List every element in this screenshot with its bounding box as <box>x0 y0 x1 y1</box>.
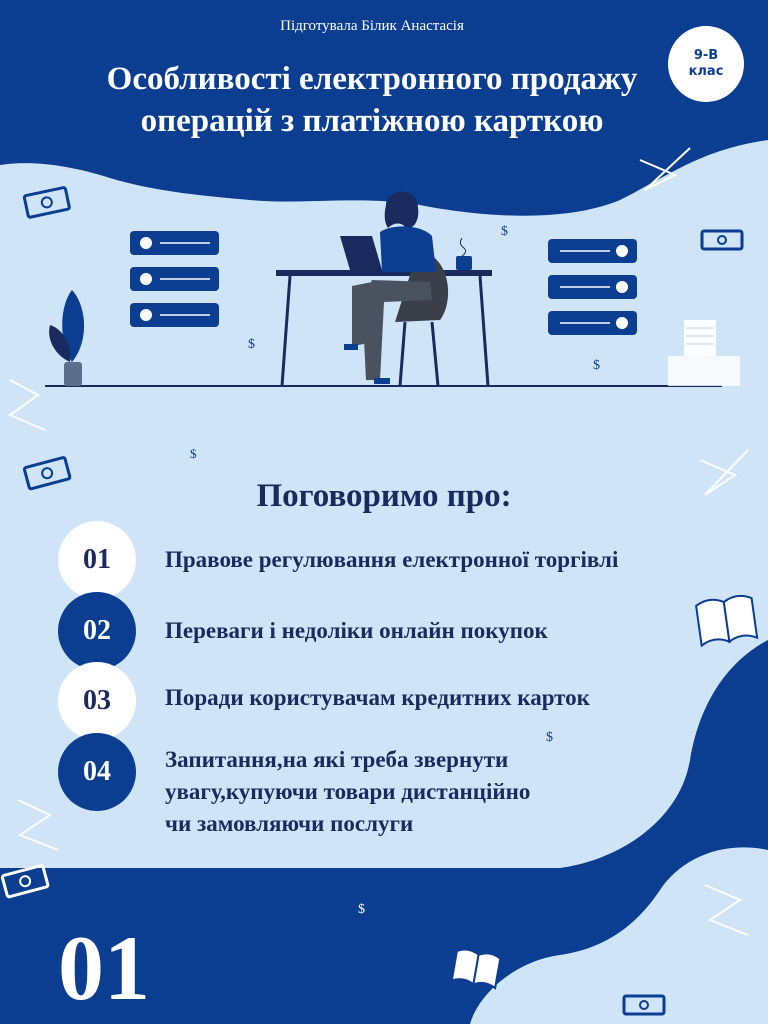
author-caption: Підготувала Білик Анастасія <box>280 18 464 34</box>
dollar-icon: $ <box>501 224 508 239</box>
page-title <box>0 58 744 142</box>
illustration-workspace <box>45 192 740 386</box>
grade-label: клас <box>688 64 724 79</box>
list-item-text: Переваги і недоліки онлайн покупок <box>165 618 548 643</box>
dollar-icon: $ <box>546 730 553 745</box>
item-number-badge: 01 <box>58 521 136 599</box>
list-item-text: Правове регулювання електронної торгівлі <box>165 547 619 572</box>
zigzag-decor <box>18 800 58 850</box>
checklist-panel-left <box>130 231 219 327</box>
item-number-badge: 02 <box>58 592 136 670</box>
list-item-text: Поради користувачам кредитних карток <box>165 685 590 710</box>
list-item-text: Запитання,на які треба звернути <box>165 747 509 772</box>
item-number-badge: 03 <box>58 662 136 740</box>
item-number-badge: 04 <box>58 733 136 811</box>
list-item <box>165 744 530 840</box>
list-item-text: чи замовляючи послуги <box>165 811 414 836</box>
checklist-panel-right <box>548 239 637 335</box>
zigzag-decor <box>10 380 45 430</box>
title-line: Особливості електронного продажу <box>106 61 638 97</box>
dollar-icon: $ <box>593 358 600 373</box>
list-item <box>165 615 548 647</box>
open-book-icon <box>696 594 758 645</box>
grade-label: 9-В <box>693 48 719 63</box>
banknote-icon <box>24 187 70 217</box>
section-heading: Поговоримо про: <box>256 478 512 514</box>
dollar-icon: $ <box>190 446 197 461</box>
plant-icon <box>49 290 84 386</box>
dollar-icon: $ <box>248 337 255 352</box>
slide-number: 01 <box>58 917 150 1019</box>
banknote-icon <box>702 231 742 249</box>
list-item <box>165 544 618 576</box>
list-item <box>165 682 590 714</box>
list-item-text: увагу,купуючи товари дистанційно <box>165 779 531 804</box>
dollar-icon: $ <box>358 902 365 917</box>
grade-badge <box>668 26 744 102</box>
title-line: операцій з платіжною карткою <box>140 103 604 139</box>
